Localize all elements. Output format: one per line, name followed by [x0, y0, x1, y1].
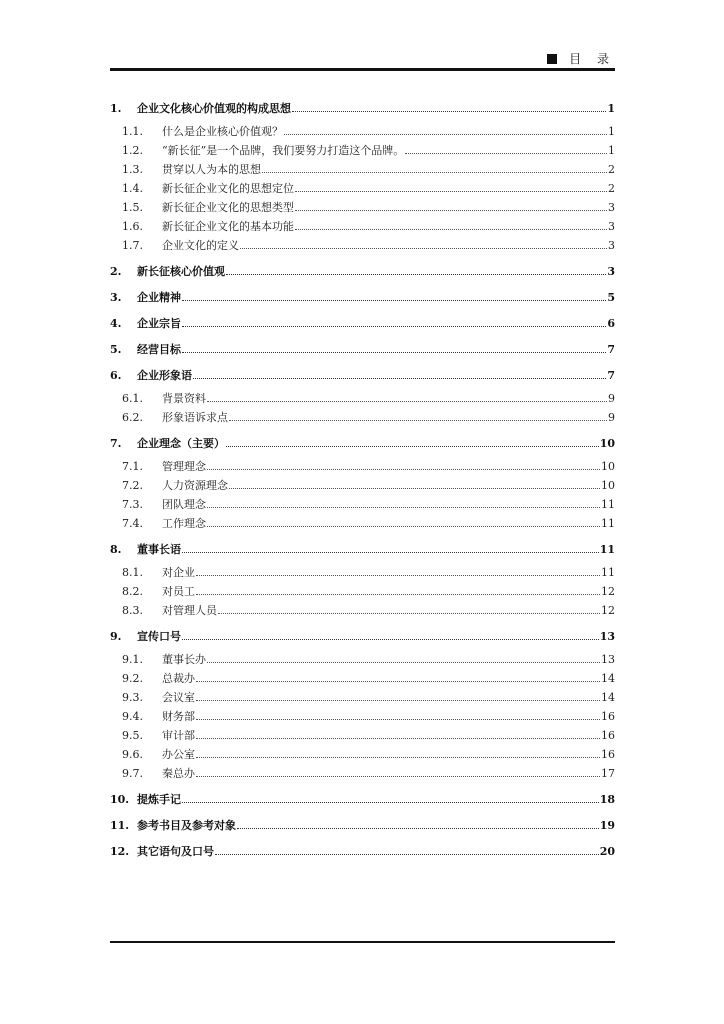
- toc-title: 管理理念: [162, 460, 206, 473]
- toc-number: 1.6.: [122, 220, 143, 233]
- dot-leader: [182, 299, 606, 301]
- dot-leader: [218, 612, 600, 614]
- toc-subentry[interactable]: [110, 138, 615, 157]
- toc-page-number: 17: [601, 767, 615, 780]
- toc-number: 1.2.: [122, 144, 143, 157]
- table-of-contents: [110, 97, 615, 866]
- toc-page-number: 11: [599, 543, 615, 556]
- toc-title: 提炼手记: [137, 793, 181, 806]
- toc-page-number: 12: [601, 585, 615, 598]
- header-title: 目 录: [569, 52, 615, 66]
- toc-number: 1.4.: [122, 182, 143, 195]
- toc-title: 秦总办: [162, 767, 195, 780]
- dot-leader: [193, 377, 606, 379]
- header-rule: [110, 68, 615, 71]
- dot-leader: [295, 190, 607, 192]
- toc-page-number: 10: [601, 479, 615, 492]
- toc-subsection-list: [110, 647, 615, 780]
- toc-page-number: 10: [601, 460, 615, 473]
- toc-title: 对管理人员: [162, 604, 217, 617]
- toc-title: 经营目标: [137, 343, 181, 356]
- toc-title: 新长征企业文化的基本功能: [162, 220, 294, 233]
- toc-title: 新长征企业文化的思想类型: [162, 201, 294, 214]
- toc-title: 形象语诉求点: [162, 411, 228, 424]
- dot-leader: [262, 171, 607, 173]
- toc-number: 9.3.: [122, 691, 143, 704]
- toc-page-number: 7: [607, 369, 615, 382]
- toc-number: 9.1.: [122, 653, 143, 666]
- toc-title: 对企业: [162, 566, 195, 579]
- toc-number: 7.4.: [122, 517, 143, 530]
- dot-leader: [226, 445, 599, 447]
- toc-subentry[interactable]: [110, 579, 615, 598]
- toc-number: 8.3.: [122, 604, 143, 617]
- toc-subentry[interactable]: [110, 473, 615, 492]
- toc-title: 企业形象语: [137, 369, 192, 382]
- toc-subentry[interactable]: [110, 704, 615, 723]
- toc-entry[interactable]: [110, 840, 615, 858]
- dot-leader: [284, 133, 607, 135]
- toc-page-number: 19: [599, 819, 615, 832]
- dot-leader: [196, 718, 600, 720]
- toc-subentry[interactable]: [110, 195, 615, 214]
- toc-entry[interactable]: [110, 814, 615, 832]
- toc-number: 3.: [110, 291, 122, 304]
- toc-number: 9.2.: [122, 672, 143, 685]
- header-title-group: [547, 50, 615, 67]
- toc-number: 7.: [110, 437, 122, 450]
- toc-subentry[interactable]: [110, 176, 615, 195]
- dot-leader: [226, 273, 606, 275]
- toc-subentry[interactable]: [110, 598, 615, 617]
- dot-leader: [196, 756, 600, 758]
- toc-number: 4.: [110, 317, 122, 330]
- toc-number: 10.: [110, 793, 130, 806]
- dot-leader: [196, 680, 600, 682]
- toc-page-number: 1: [608, 144, 615, 157]
- toc-page-number: 7: [607, 343, 615, 356]
- toc-number: 9.4.: [122, 710, 143, 723]
- toc-subentry[interactable]: [110, 405, 615, 424]
- footer-rule: [110, 941, 615, 943]
- toc-title: 其它语句及口号: [137, 845, 214, 858]
- toc-page-number: 20: [599, 845, 615, 858]
- toc-subentry[interactable]: [110, 511, 615, 530]
- toc-title: 企业文化的定义: [162, 239, 239, 252]
- toc-page-number: 13: [599, 630, 615, 643]
- toc-number: 9.: [110, 630, 122, 643]
- toc-number: 8.2.: [122, 585, 143, 598]
- toc-number: 1.: [110, 102, 122, 115]
- toc-subentry[interactable]: [110, 233, 615, 252]
- toc-number: 1.1.: [122, 125, 143, 138]
- toc-subentry[interactable]: [110, 723, 615, 742]
- toc-subentry[interactable]: [110, 157, 615, 176]
- toc-number: 2.: [110, 265, 122, 278]
- toc-subentry[interactable]: [110, 685, 615, 704]
- toc-entry[interactable]: [110, 338, 615, 356]
- toc-number: 5.: [110, 343, 122, 356]
- toc-title: 企业文化核心价值观的构成思想: [137, 102, 291, 115]
- dot-leader: [196, 593, 600, 595]
- toc-page-number: 1: [607, 102, 615, 115]
- toc-subentry[interactable]: [110, 647, 615, 666]
- toc-number: 12.: [110, 845, 130, 858]
- toc-page-number: 9: [608, 392, 615, 405]
- toc-title: 新长征企业文化的思想定位: [162, 182, 294, 195]
- toc-title: 背景资料: [162, 392, 206, 405]
- dot-leader: [207, 661, 600, 663]
- toc-page-number: 6: [607, 317, 615, 330]
- dot-leader: [295, 209, 607, 211]
- toc-title: “新长征”是一个品牌，我们要努力打造这个品牌。: [162, 144, 405, 157]
- page-header: [110, 50, 615, 68]
- toc-page-number: 3: [608, 201, 615, 214]
- toc-page-number: 2: [608, 182, 615, 195]
- dot-leader: [292, 110, 606, 112]
- dot-leader: [405, 152, 607, 154]
- toc-title: 人力资源理念: [162, 479, 228, 492]
- toc-page-number: 1: [608, 125, 615, 138]
- toc-number: 8.1.: [122, 566, 143, 579]
- toc-subentry[interactable]: [110, 386, 615, 405]
- toc-title: 企业宗旨: [137, 317, 181, 330]
- toc-number: 1.3.: [122, 163, 143, 176]
- toc-entry[interactable]: [110, 364, 615, 382]
- toc-number: 7.1.: [122, 460, 143, 473]
- dot-leader: [295, 228, 607, 230]
- toc-title: 什么是企业核心价值观？: [162, 125, 283, 138]
- toc-title: 董事长办: [162, 653, 206, 666]
- dot-leader: [207, 400, 607, 402]
- toc-title: 董事长语: [137, 543, 181, 556]
- toc-title: 财务部: [162, 710, 195, 723]
- toc-page-number: 18: [599, 793, 615, 806]
- toc-page-number: 11: [601, 498, 615, 511]
- toc-title: 团队理念: [162, 498, 206, 511]
- toc-title: 办公室: [162, 748, 195, 761]
- dot-leader: [196, 737, 600, 739]
- toc-title: 会议室: [162, 691, 195, 704]
- toc-entry[interactable]: [110, 312, 615, 330]
- toc-subentry[interactable]: [110, 492, 615, 511]
- toc-subsection-list: [110, 560, 615, 617]
- dot-leader: [207, 468, 600, 470]
- toc-subentry[interactable]: [110, 214, 615, 233]
- toc-entry[interactable]: [110, 788, 615, 806]
- toc-number: 1.7.: [122, 239, 143, 252]
- toc-subentry[interactable]: [110, 560, 615, 579]
- toc-subsection-list: [110, 454, 615, 530]
- dot-leader: [240, 247, 607, 249]
- toc-page-number: 14: [601, 672, 615, 685]
- toc-page-number: 12: [601, 604, 615, 617]
- dot-leader: [196, 574, 600, 576]
- toc-number: 8.: [110, 543, 122, 556]
- dot-leader: [229, 487, 600, 489]
- toc-title: 参考书目及参考对象: [137, 819, 236, 832]
- toc-page-number: 16: [601, 748, 615, 761]
- toc-title: 贯穿以人为本的思想: [162, 163, 261, 176]
- toc-entry[interactable]: [110, 260, 615, 278]
- toc-number: 9.5.: [122, 729, 143, 742]
- toc-subentry[interactable]: [110, 454, 615, 473]
- square-bullet-icon: [547, 54, 557, 64]
- toc-subentry[interactable]: [110, 761, 615, 780]
- toc-page-number: 11: [601, 566, 615, 579]
- toc-title: 企业精神: [137, 291, 181, 304]
- toc-page-number: 14: [601, 691, 615, 704]
- toc-page-number: 5: [607, 291, 615, 304]
- toc-subsection-list: [110, 386, 615, 424]
- toc-page-number: 3: [608, 220, 615, 233]
- toc-page-number: 16: [601, 729, 615, 742]
- toc-page-number: 13: [601, 653, 615, 666]
- dot-leader: [182, 638, 599, 640]
- toc-number: 6.: [110, 369, 122, 382]
- toc-number: 7.3.: [122, 498, 143, 511]
- dot-leader: [207, 525, 600, 527]
- toc-page-number: 9: [608, 411, 615, 424]
- toc-title: 新长征核心价值观: [137, 265, 225, 278]
- dot-leader: [215, 853, 599, 855]
- toc-entry[interactable]: [110, 432, 615, 450]
- toc-number: 6.2.: [122, 411, 143, 424]
- toc-page-number: 10: [599, 437, 615, 450]
- toc-subentry[interactable]: [110, 119, 615, 138]
- toc-number: 9.7.: [122, 767, 143, 780]
- toc-page-number: 3: [608, 239, 615, 252]
- toc-number: 9.6.: [122, 748, 143, 761]
- toc-entry[interactable]: [110, 538, 615, 556]
- dot-leader: [182, 551, 599, 553]
- toc-title: 审计部: [162, 729, 195, 742]
- dot-leader: [182, 325, 606, 327]
- toc-title: 宣传口号: [137, 630, 181, 643]
- toc-number: 6.1.: [122, 392, 143, 405]
- toc-subentry[interactable]: [110, 742, 615, 761]
- toc-page-number: 3: [607, 265, 615, 278]
- toc-title: 总裁办: [162, 672, 195, 685]
- dot-leader: [196, 775, 600, 777]
- toc-subsection-list: [110, 119, 615, 252]
- toc-entry[interactable]: [110, 97, 615, 115]
- toc-title: 对员工: [162, 585, 195, 598]
- toc-number: 11.: [110, 819, 130, 832]
- toc-page-number: 11: [601, 517, 615, 530]
- dot-leader: [182, 801, 599, 803]
- dot-leader: [196, 699, 600, 701]
- toc-number: 7.2.: [122, 479, 143, 492]
- toc-title: 工作理念: [162, 517, 206, 530]
- dot-leader: [237, 827, 599, 829]
- toc-page-number: 16: [601, 710, 615, 723]
- toc-number: 1.5.: [122, 201, 143, 214]
- dot-leader: [207, 506, 600, 508]
- dot-leader: [229, 419, 607, 421]
- toc-subentry[interactable]: [110, 666, 615, 685]
- toc-page-number: 2: [608, 163, 615, 176]
- toc-title: 企业理念（主要）: [137, 437, 225, 450]
- dot-leader: [182, 351, 606, 353]
- toc-entry[interactable]: [110, 286, 615, 304]
- toc-entry[interactable]: [110, 625, 615, 643]
